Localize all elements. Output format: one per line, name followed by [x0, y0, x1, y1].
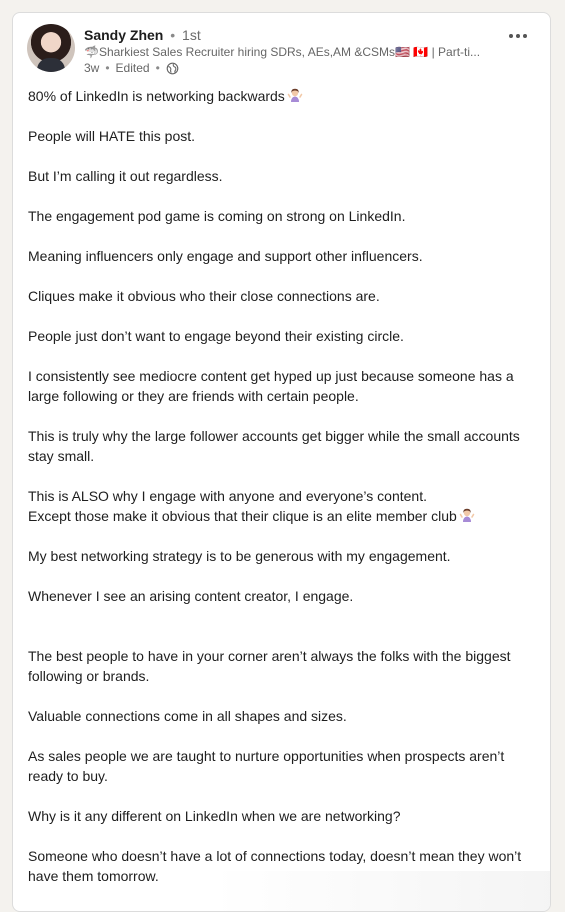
- author-headline[interactable]: 🦈Sharkiest Sales Recruiter hiring SDRs, AEs,AM &CSMs🇺🇸 🇨🇦 | Part-ti...: [84, 45, 481, 59]
- avatar[interactable]: [27, 24, 75, 72]
- post-paragraph: But I’m calling it out regardless.: [28, 168, 223, 184]
- post-paragraph: My best networking strategy is to be generous with my engagement.: [28, 548, 451, 564]
- woman-shrugging-emoji-icon: [459, 507, 475, 523]
- woman-shrugging-emoji-icon: [287, 87, 303, 103]
- post-paragraph: Why is it any different on LinkedIn when we are networking?: [28, 808, 401, 824]
- post-time: 3w: [84, 61, 100, 75]
- author-name[interactable]: Sandy Zhen: [84, 27, 164, 43]
- connection-degree: 1st: [182, 27, 201, 43]
- post-paragraph: People will HATE this post.: [28, 128, 196, 144]
- separator-dot: •: [170, 27, 176, 43]
- globe-icon: [166, 62, 179, 75]
- post-header: [27, 24, 536, 88]
- post-paragraph: The best people to have in your corner aren’t always the folks with the biggest following or brands.: [28, 648, 511, 684]
- edited-label: Edited: [115, 61, 150, 75]
- post-paragraph: Someone who doesn’t have a lot of connections today, doesn’t mean they won’t have them tomorrow.: [28, 848, 522, 884]
- post-paragraph: Except those make it obvious that their clique is an elite member club: [28, 506, 538, 526]
- separator-dot: •: [155, 61, 160, 75]
- post-paragraph: People just don’t want to engage beyond their existing circle.: [28, 328, 404, 344]
- author-meta: [84, 26, 496, 76]
- post-paragraph: Whenever I see an arising content creator, I engage.: [28, 588, 354, 604]
- post-card: [12, 12, 551, 912]
- post-paragraph: Valuable connections come in all shapes and sizes.: [28, 708, 347, 724]
- post-paragraph: The engagement pod game is coming on strong on LinkedIn.: [28, 208, 406, 224]
- post-paragraph: I consistently see mediocre content get hyped up just because someone has a large following or they are friends with certain people.: [28, 368, 514, 404]
- post-paragraph: As sales people we are taught to nurture opportunities when prospects aren’t ready to buy.: [28, 748, 505, 784]
- post-paragraph: 80% of LinkedIn is networking backwards: [28, 86, 538, 106]
- post-paragraph: This is truly why the large follower accounts get bigger while the small accounts stay small.: [28, 428, 520, 464]
- post-paragraph: Meaning influencers only engage and support other influencers.: [28, 248, 423, 264]
- post-paragraph: This is ALSO why I engage with anyone and everyone’s content.: [28, 488, 427, 504]
- more-options-icon[interactable]: [504, 28, 532, 44]
- author-name-row: [84, 26, 496, 44]
- post-paragraph: Cliques make it obvious who their close connections are.: [28, 288, 380, 304]
- separator-dot: •: [105, 61, 110, 75]
- post-subline: [84, 60, 496, 76]
- post-body: [28, 86, 538, 886]
